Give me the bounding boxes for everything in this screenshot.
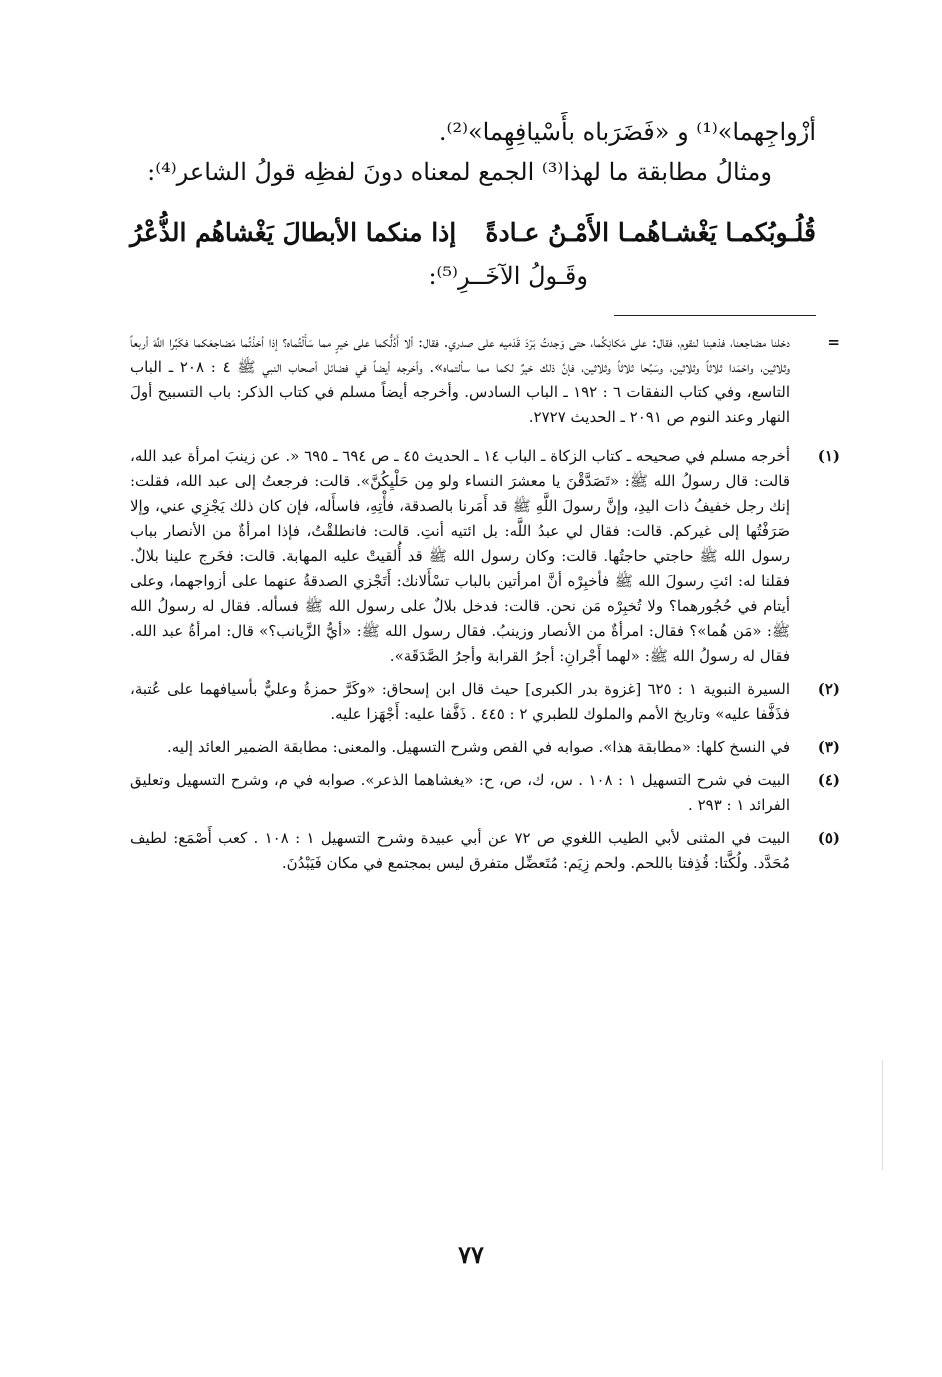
verse-first-hemistich: قُلُـوبُكمـا يَغْشـاهُمـا الأَمْـنُ عـادةً — [485, 218, 816, 247]
scan-margin-line — [882, 1060, 883, 1170]
footnote-text: السيرة النبوية ١ : ٦٢٥ [غزوة بدر الكبرى] حيث قال ابن إسحاق: «وكَرَّ حمزةُ وعليٌّ بأسيافهما على عُتبة، فذَفَّفا عليه» وتاريخ الأمم والملوك للطبري ٢ : ٤٤٥ . ذَفَّفا عليه: أَجْهَزا عليه. — [130, 680, 791, 723]
footnote-text: أخرجه مسلم في صحيحه ـ كتاب الزكاة ـ الباب ١٤ ـ الحديث ٤٥ ـ ص ٦٩٤ ـ ٦٩٥ «. عن زينبَ امرأة عبد الله، قالت: قال رسولُ الله ﷺ: «تَصَدَّقْنَ يا معشرَ النساء ولو مِن حَلْيِكُنَّ». قالت: فرجعتُ إلى عبد الله، فقلت: إنك رجل خفيفُ ذات اليدِ، وإنَّ رسولَ اللَّهِ ﷺ قد أَمَرنا بالصدقة، فأْتِهِ، فاسأَله، فإن كان ذلك يَجْزِي عني، وإلا صَرَفْتُها إلى غيركم. قالت: فقال لي عبدُ اللَّه: بل ائتيه أنتِ. قالت: فانطلقْتُ، فإذا امرأةٌ من الأنصار بباب رسول الله ﷺ حاجتي حاجتُها. قالت: وكان رسول الله ﷺ قد أُلقيتْ عليه المهابة. قالت: فخَرج علينا بلالٌ. فقلنا له: ائتِ رسولَ الله ﷺ فأخبِرْه أنَّ امرأتين بالباب تسْأَلانك: أَتَجْزي الصدقةُ عنهما على أزواجهما، وعلى أيتام في حُجُورهما؟ ولا تُخبِرْه مَن نحن. قالت: فدخل بلالٌ على رسول الله ﷺ فسأله. فقال له رسولُ الله ﷺ: «مَن هُما»؟ فقال: امرأةٌ من الأنصار وزينبُ. فقال رسول الله ﷺ: «أيُّ الزَّيانب؟» قال: امرأةُ عبد الله. فقال له رسولُ الله ﷺ: «لهما أَجْرانِ: أجرُ القرابة وأجرُ الصَّدَقَة». — [130, 447, 790, 665]
footnote-marker: (١) — [817, 447, 840, 465]
footnote-marker: = — [827, 333, 840, 351]
footnote-text: البيت في المثنى لأبي الطيب اللغوي ص ٧٢ عن أبي عبيدة وشرح التسهيل ١ : ١٠٨ . كعب أَصْمَع: لطيف مُحَدَّد. ولُكَّتا: قُذِفتا باللحم. ولحم زِيَم: مُتَعضِّل متفرق ليس بمجتمع في مكان فَيَبْدُنَ. — [130, 829, 790, 872]
verse-second-hemistich: إذا منكما الأبطالَ يَغْشاهُم الذُّعْرُ — [130, 218, 457, 247]
footnote-text: دخلنا مضاجعنا، فذهبنا لنقوم، فقال: على مَكانِكُما، حتى وَجدتُ بَرْدَ قَدَميه على صدري. فقال: ألا أَدُلُّكما على خيرٍ مما سَأَلْتُماه؟ إذا أخذْتُما مَضاجعَكما فكَبِّرا اللَّهَ أربعاً وثلاثين، واحْمَدا ثلاثاً وثلاثين، وسَبِّحا ثلاثاً وثلاثين، فإنَّ ذلك خيرٌ لكما مما سألتماه». وأخرجه أيضاً في فضائل أصحاب النبي ﷺ ٤ : ٢٠٨ ـ الباب التاسع، وفي كتاب النفقات ٦ : ١٩٢ ـ الباب السادس. وأخرجه أيضاً مسلم في كتاب الذكر: باب التسبيح أولَ النهار وعند النوم ص ٢٠٩١ ـ الحديث ٢٧٢٧. — [130, 333, 791, 426]
footnote-continuation — [130, 330, 840, 430]
footnote-text: البيت في شرح التسهيل ١ : ١٠٨ . س، ك، ص، ح: «يغشاهما الذعر». صوابه في م، وشرح التسهيل وتعليق الفرائد ١ : ٢٩٣ . — [130, 771, 791, 814]
footnote-marker: (٢) — [817, 680, 840, 698]
footnote-4 — [130, 768, 840, 818]
main-line-1: أزْواجِهما»⁽¹⁾ و «فَضَرَباه بأَسْيافِهِما»⁽²⁾. — [438, 118, 816, 146]
footnote-2 — [130, 677, 840, 727]
footnote-3 — [130, 735, 840, 760]
footnotes — [130, 330, 840, 884]
footnote-separator — [614, 315, 816, 316]
main-line-3: وقَـولُ الآخَــرِ⁽⁵⁾: — [428, 262, 588, 290]
footnote-1 — [130, 444, 840, 669]
page-number: ٧٧ — [458, 1240, 484, 1269]
main-text — [130, 112, 816, 192]
footnote-text: في النسخ كلها: «مطابقة هذا». صوابه في الفص وشرح التسهيل. والمعنى: مطابقة الضمير العائد إليه. — [167, 738, 790, 756]
main-line-2: ومثالُ مطابقة ما لهذا⁽³⁾ الجمع لمعناه دونَ لفظِه قولُ الشاعر⁽⁴⁾: — [147, 158, 772, 186]
footnote-marker: (٣) — [817, 738, 840, 756]
footnote-marker: (٤) — [817, 771, 840, 789]
footnote-5 — [130, 826, 840, 876]
poem-verse — [130, 218, 816, 247]
footnote-marker: (٥) — [817, 829, 840, 847]
